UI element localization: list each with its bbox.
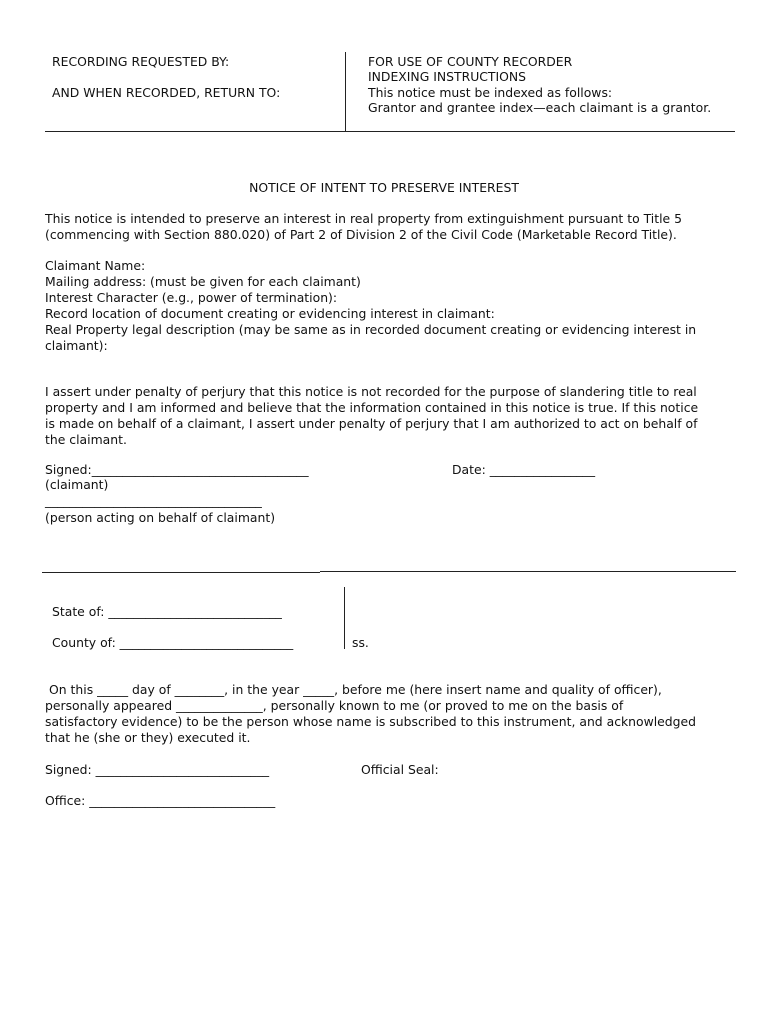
grantor-index-note: Grantor and grantee index—each claimant is a grantor. <box>368 100 712 115</box>
acknowledgment-line: On this _____ day of ________, in the year _____, before me (here insert name and quality of officer), <box>49 682 662 697</box>
header-bottom-rule <box>45 131 735 132</box>
acknowledgment-line: satisfactory evidence) to be the person whose name is subscribed to this instrument, and acknowledged <box>45 714 697 729</box>
county-of-field: County of: ____________________________ <box>52 635 294 650</box>
intro-line: This notice is intended to preserve an interest in real property from extinguishment pursuant to Title 5 <box>45 211 682 226</box>
intro-paragraph <box>45 211 725 243</box>
claimant-name-label: Claimant Name: <box>45 258 146 273</box>
venue-vertical-bracket <box>344 587 345 649</box>
record-location-label: Record location of document creating or evidencing interest in claimant: <box>45 306 495 321</box>
section-divider-left <box>42 572 320 573</box>
legal-description-label-cont: claimant): <box>45 338 108 353</box>
claimant-label: (claimant) <box>45 477 109 492</box>
acknowledgment-paragraph <box>45 682 725 746</box>
acknowledgment-line: that he (she or they) executed it. <box>45 730 251 745</box>
document-title: NOTICE OF INTENT TO PRESERVE INTEREST <box>249 180 519 195</box>
notary-signature-line: Signed: ____________________________ <box>45 762 270 777</box>
claimant-signature-line: Signed:___________________________________ <box>45 462 309 477</box>
state-of-field: State of: ____________________________ <box>52 604 282 619</box>
interest-character-label: Interest Character (e.g., power of termination): <box>45 290 338 305</box>
indexing-note: This notice must be indexed as follows: <box>368 85 613 100</box>
intro-line: (commencing with Section 880.020) of Part 2 of Division 2 of the Civil Code (Marketable Record Title). <box>45 227 677 242</box>
assertion-line: I assert under penalty of perjury that this notice is not recorded for the purpose of slandering title to real <box>45 384 697 399</box>
county-recorder-label: FOR USE OF COUNTY RECORDER <box>368 54 573 69</box>
section-divider-right <box>320 571 736 572</box>
agent-signature-line: ___________________________________ <box>45 493 262 508</box>
header-vertical-divider <box>345 52 346 132</box>
date-line: Date: _________________ <box>452 462 596 477</box>
assertion-paragraph <box>45 384 725 448</box>
legal-description-label: Real Property legal description (may be same as in recorded document creating or evidencing interest in <box>45 322 697 337</box>
official-seal-label: Official Seal: <box>361 762 439 777</box>
assertion-line: property and I am informed and believe that the information contained in this notice is true. If this notice <box>45 400 699 415</box>
claimant-fields <box>45 258 725 354</box>
return-to-label: AND WHEN RECORDED, RETURN TO: <box>52 85 281 100</box>
office-line: Office: ______________________________ <box>45 793 276 808</box>
recording-requested-by-label: RECORDING REQUESTED BY: <box>52 54 230 69</box>
agent-label: (person acting on behalf of claimant) <box>45 510 276 525</box>
mailing-address-label: Mailing address: (must be given for each claimant) <box>45 274 361 289</box>
assertion-line: is made on behalf of a claimant, I assert under penalty of perjury that I am authorized to act on behalf of <box>45 416 698 431</box>
ss-label: ss. <box>352 635 369 650</box>
assertion-line: the claimant. <box>45 432 127 447</box>
acknowledgment-line: personally appeared ______________, personally known to me (or proved to me on the basis of <box>45 698 624 713</box>
indexing-instructions-label: INDEXING INSTRUCTIONS <box>368 69 527 84</box>
